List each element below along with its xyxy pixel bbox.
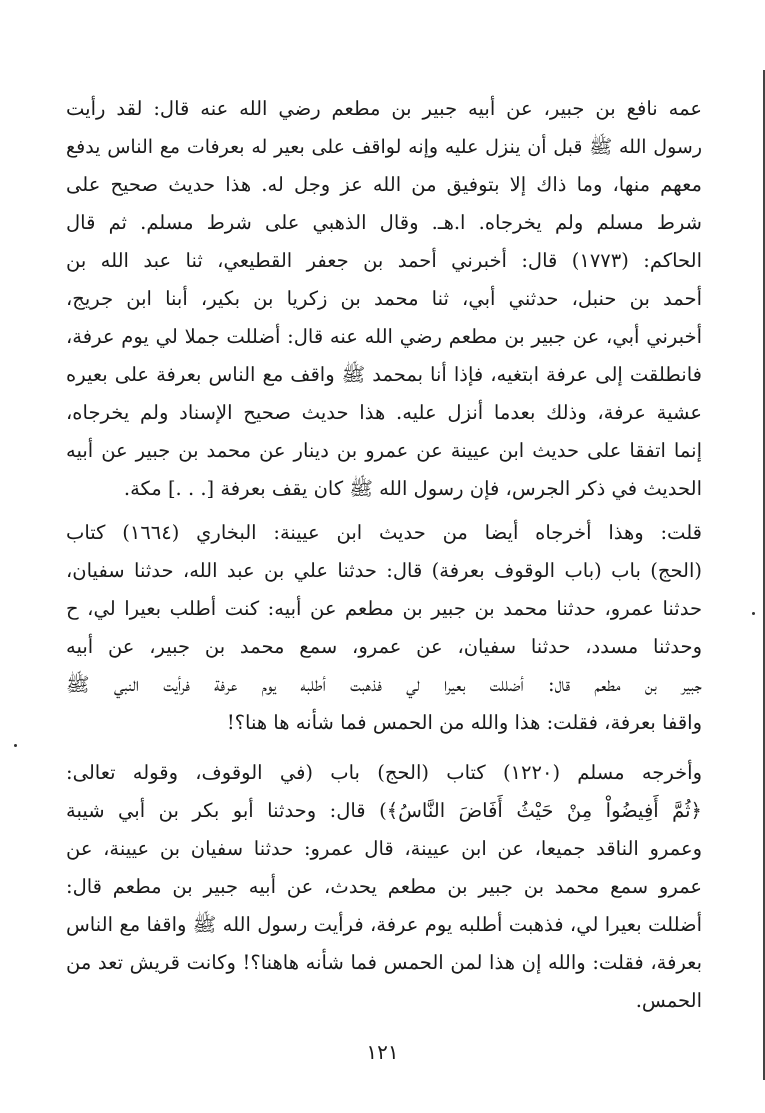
text-line: معهم منها، وما ذاك إلا بتوفيق من الله عز وجل له. هذا حديث صحيح على [66,173,702,196]
paragraph-muslim-reference [66,754,702,1020]
text-line: عمه نافع بن جبير، عن أبيه جبير بن مطعم رضي الله عنه قال: لقد رأيت [66,97,702,120]
text-line: عشية عرفة، وذلك بعدما أنزل عليه. هذا حديث صحيح الإسناد ولم يخرجاه، [66,401,702,424]
text-line: وعمرو الناقد جميعا، عن ابن عيينة، قال عمرو: حدثنا سفيان بن عيينة، عن [66,837,702,860]
text-line: الحديث في ذكر الجرس، فإن رسول الله ﷺ كان يقف بعرفة [. . .] مكة. [123,477,702,500]
text-line: إنما اتفقا على حديث ابن عيينة عن عمرو بن دينار عن محمد بن جبير عن أبيه [66,439,702,462]
text-line: وأخرجه مسلم (١٢٢٠) كتاب (الحج) باب (في الوقوف، وقوله تعالى: [66,761,702,784]
text-line: أحمد بن حنبل، حدثني أبي، ثنا محمد بن زكريا بن بكير، أبنا ابن جريج، [66,287,702,310]
text-line: رسول الله ﷺ قبل أن ينزل عليه وإنه لواقف على بعير له بعرفات مع الناس يدفع [66,136,702,158]
text-line: قلت: وهذا أخرجاه أيضا من حديث ابن عيينة: البخاري (١٦٦٤) كتاب [66,521,702,544]
text-line: حدثنا عمرو، حدثنا محمد بن جبير بن مطعم عن أبيه: كنت أطلب بعيرا لي، ح [66,597,702,620]
text-line: (الحج) باب (باب الوقوف بعرفة) قال: حدثنا علي بن عبد الله، حدثنا سفيان، [66,559,702,582]
text-line: عمرو سمع محمد بن جبير بن مطعم يحدث، عن أبيه جبير بن مطعم قال: [66,875,702,898]
text-line: وحدثنا مسدد، حدثنا سفيان، عن عمرو، سمع محمد بن جبير، عن أبيه [66,635,702,658]
text-line: الحمس. [635,989,702,1012]
text-line: فانطلقت إلى عرفة ابتغيه، فإذا أنا بمحمد ﷺ واقف مع الناس بعرفة على بعيره [66,363,702,386]
text-line: بعرفة، فقلت: والله إن هذا لمن الحمس فما شأنه هاهنا؟! وكانت قريش تعد من [66,951,702,974]
text-line: أخبرني أبي، عن جبير بن مطعم رضي الله عنه قال: أضللت جملا لي يوم عرفة، [66,325,702,348]
text-line: واقفا بعرفة، فقلت: هذا والله من الحمس فما شأنه ها هنا؟! [226,711,702,734]
text-line: أضللت بعيرا لي، فذهبت أطلبه يوم عرفة، فرأيت رسول الله ﷺ واقفا مع الناس [66,913,702,936]
text-line: شرط مسلم ولم يخرجاه. ا.هـ. وقال الذهبي على شرط مسلم. ثم قال [66,211,702,234]
page-number: ١٢١ [366,1040,399,1064]
text-line: الحاكم: (١٧٧٣) قال: أخبرني أحمد بن جعفر القطيعي، ثنا عبد الله بن [66,249,702,272]
scan-speck [14,744,17,747]
text-line: ﴿ثُمَّ أَفِيضُواْ مِنْ حَيْثُ أَفَاضَ النَّاسُ﴾) قال: وحدثنا أبو بكر بن أبي شيبة [66,799,702,822]
text-line: جبير بن مطعم قال: أضللت بعيرا لي فذهبت أطلبه يوم عرفة فرأيت النبي ﷺ [66,673,702,696]
scan-speck [752,612,755,615]
paragraph-hadith-commentary [66,90,702,508]
paragraph-bukhari-reference [66,514,702,742]
